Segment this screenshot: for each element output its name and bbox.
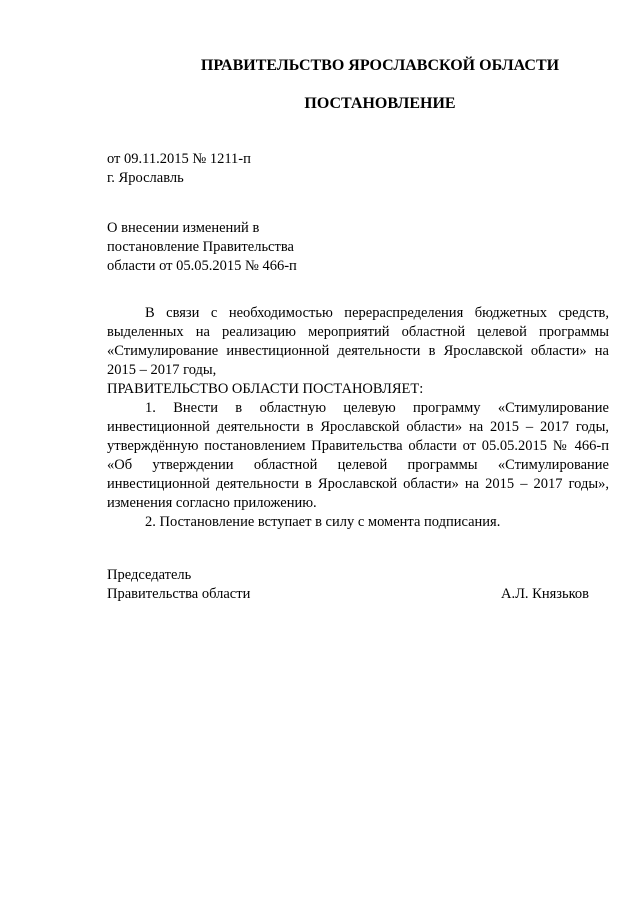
subject-line: области от 05.05.2015 № 466-п [107,258,297,274]
subject-line: постановление Правительства [107,239,294,255]
date-number: от 09.11.2015 № 1211-п [107,151,251,167]
city: г. Ярославль [107,170,184,186]
signature-row [107,585,589,604]
document-type-title: ПОСТАНОВЛЕНИЕ [304,95,456,112]
resolves-line: ПРАВИТЕЛЬСТВО ОБЛАСТИ ПОСТАНОВЛЯЕТ: [107,381,424,397]
government-title: ПРАВИТЕЛЬСТВО ЯРОСЛАВСКОЙ ОБЛАСТИ [200,57,560,74]
document-subject [107,219,297,276]
item-2-paragraph: 2. Постановление вступает в силу с момента подписания. [145,514,501,530]
signer-position-line2: Правительства области [107,586,251,602]
signature-block [107,566,589,604]
subject-line: О внесении изменений в [107,220,260,236]
document-meta [107,150,251,188]
signer-name: А.Л. Князьков [500,586,589,602]
signer-position-line1: Председатель [107,567,192,583]
document-body [107,304,609,532]
preamble-paragraph: В связи с необходимостью перераспределения бюджетных средств, выделенных на реализацию мероприятий областной целевой программы «Стимулирование инвестиционной деятельности в Ярославской области» на 2015 – 2017 годы, [107,305,609,378]
item-1-paragraph: 1. Внести в областную целевую программу «Стимулирование инвестиционной деятельности в Ярославской области» на 2015 – 2017 годы, утверждённую постановлением Правительства области от 05.05.2015 № 466-п «Об утверждении областной целевой программы «Стимулирование инвестиционной деятельности в Ярославской области» на 2015 – 2017 годы», изменения согласно приложению. [107,400,609,511]
